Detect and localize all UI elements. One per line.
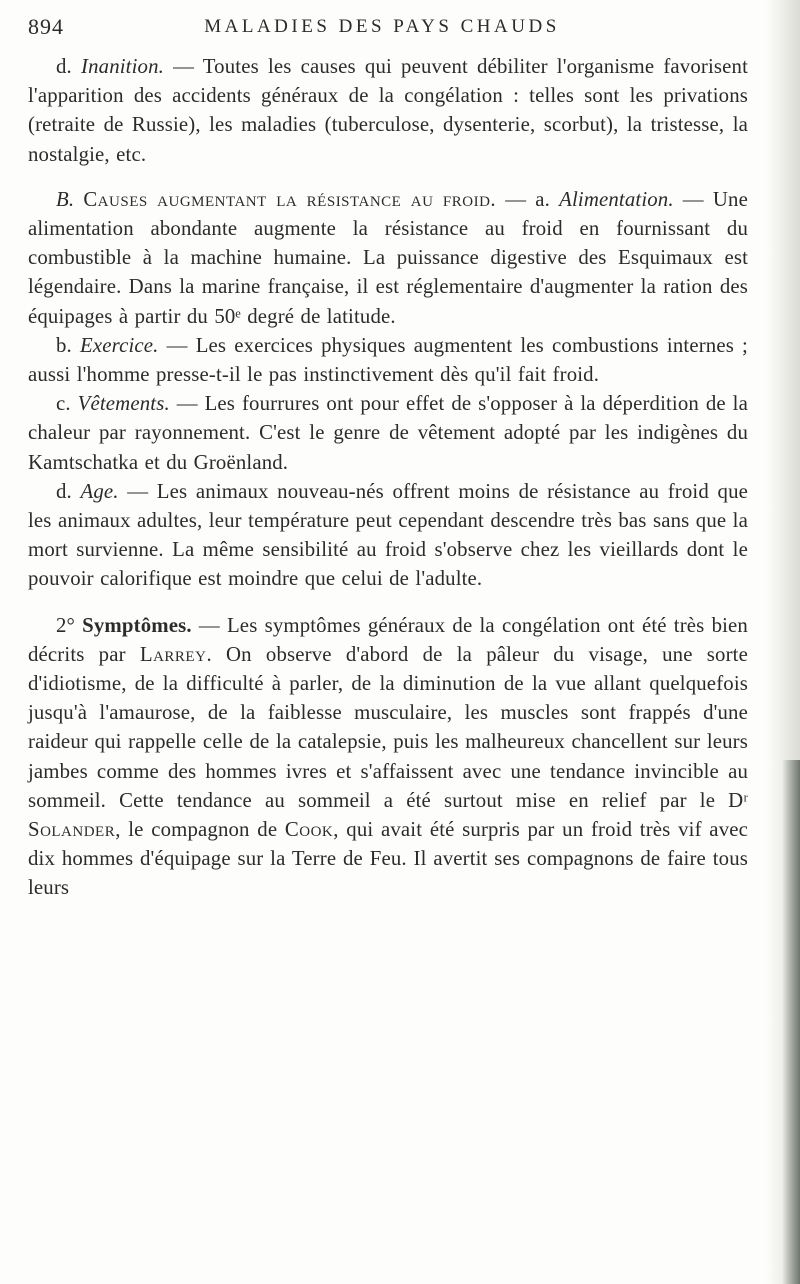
item-text: — Une alimentation abondante augmente la résistance au froid en fournissant du combustible à la machine humaine. La puissance digestive des Esquimaux est légendaire. Dans la marine française, il est réglementaire d'augmenter la ration des équipages à partir du 50ᵉ degré de latitude.: [28, 187, 748, 328]
section-title: Symptômes.: [82, 613, 192, 637]
paragraph-exercice: [28, 331, 748, 389]
page-edge-dark: [782, 760, 800, 1284]
item-text: . On observe d'abord de la pâleur du visage, une sorte d'idiotisme, de la difficulté à parler, de la diminution de la vue allant quelquefois jusqu'à l'amaurose, de la faiblesse musculaire, les muscles sont frappés d'une raideur qui rappelle celle de la catalepsie, puis les malheureux chancellent sur leurs jambes comme des hommes ivres et s'affaissent avec une tendance invincible au sommeil. Cette tendance au sommeil a été surtout mise en relief par le Dʳ: [28, 642, 748, 812]
paragraph-inanition: [28, 52, 748, 169]
running-head: MALADIES DES PAYS CHAUDS: [204, 16, 560, 37]
item-title: Vêtements.: [77, 392, 170, 416]
paragraph-causes-resistance: [28, 185, 748, 331]
item-label: b.: [56, 333, 72, 357]
body-text: [28, 52, 748, 903]
paragraph-vetements: [28, 389, 748, 477]
paragraph-age: [28, 477, 748, 594]
author-name: Larrey: [139, 642, 207, 666]
item-label: d.: [56, 55, 72, 78]
item-label: d.: [56, 479, 72, 503]
item-text: — Les exercices physiques augmentent les combustions internes ; aussi l'homme presse-t-il le pas instinctivement dès qu'il fait froid.: [28, 333, 748, 387]
item-title: Alimentation.: [559, 187, 674, 211]
author-name: Solander: [28, 818, 116, 842]
item-text: — Les fourrures ont pour effet de s'opposer à la déperdition de la chaleur par rayonnement. C'est le genre de vêtement adopté par les indigènes du Kamtschatka et du Groënland.: [28, 392, 748, 474]
item-text: , le compagnon de: [115, 818, 285, 842]
item-text: — Les animaux nouveau-nés offrent moins de résistance au froid que les animaux adultes, leur température peut cependant descendre très bas sans que la mort survienne. La même sensibilité au froid s'observe chez les vieillards dont le pouvoir calorifique est moindre que celui de l'adulte.: [28, 479, 748, 591]
item-text: — Les symptômes généraux de la congélation ont été très bien décrits par: [28, 613, 748, 666]
item-text: , qui avait été surpris par un froid très vif avec dix hommes d'équipage sur la Terre de Feu. Il avertit ses compagnons de faire tous leurs: [28, 818, 748, 900]
author-name: Cook: [284, 818, 334, 842]
paragraph-symptomes: [28, 611, 748, 903]
item-title: Exercice.: [80, 333, 159, 357]
page-header: [28, 14, 748, 44]
section-label: B.: [56, 187, 75, 211]
item-label: c.: [56, 392, 71, 416]
item-title: Inanition.: [81, 55, 164, 78]
section-heading: Causes augmentant la résistance au froid.: [83, 187, 497, 211]
section-number: 2°: [56, 613, 76, 637]
item-title: Age.: [80, 479, 119, 503]
page-number: 894: [28, 14, 64, 39]
item-label: — a.: [496, 187, 550, 211]
item-text: — Toutes les causes qui peuvent débiliter l'organisme favorisent l'apparition des accidents généraux de la congélation : telles sont les privations (retraite de Russie), les maladies (tuberculose, dysenterie, scorbut), la tristesse, la nostalgie, etc.: [28, 55, 748, 166]
